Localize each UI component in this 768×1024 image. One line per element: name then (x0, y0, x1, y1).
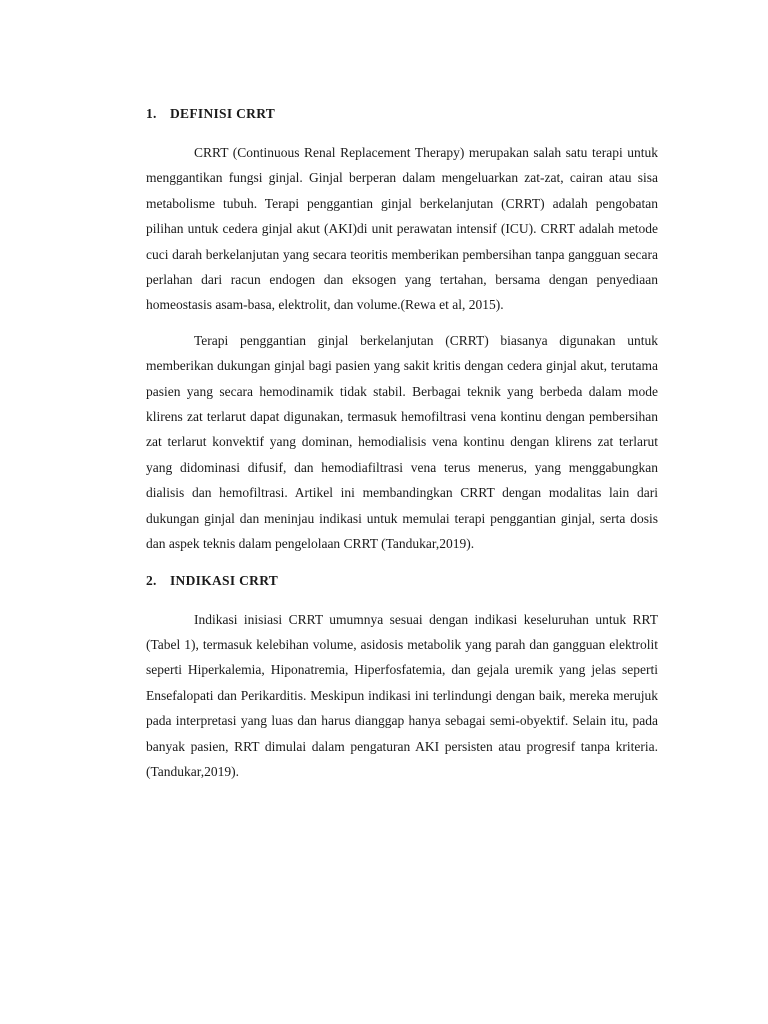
document-body (146, 104, 658, 784)
section-heading-definisi (146, 104, 658, 124)
paragraph-definisi-2: Terapi penggantian ginjal berkelanjutan (CRRT) biasanya digunakan untuk memberikan dukungan ginjal bagi pasien yang sakit kritis dengan cedera ginjal akut, terutama pasien yang secara hemodinamik tidak stabil. Berbagai teknik yang berbeda dalam mode klirens zat terlarut dapat digunakan, termasuk hemofiltrasi vena kontinu dengan pembersihan zat terlarut konvektif yang dominan, hemodialisis vena kontinu dengan klirens zat terlarut yang didominasi difusif, dan hemodiafiltrasi vena terus menerus, yang menggabungkan dialisis dan hemofiltrasi. Artikel ini membandingkan CRRT dengan modalitas lain dari dukungan ginjal dan meninjau indikasi untuk memulai terapi penggantian ginjal, serta dosis dan aspek teknis dalam pengelolaan CRRT (Tandukar,2019). (146, 332, 658, 552)
section-title: DEFINISI CRRT (170, 106, 276, 121)
section-heading-indikasi (146, 571, 658, 591)
paragraph-definisi-1: CRRT (Continuous Renal Replacement Therapy) merupakan salah satu terapi untuk menggantikan fungsi ginjal. Ginjal berperan dalam mengeluarkan zat-zat, cairan atau sisa metabolisme tubuh. Terapi penggantian ginjal berkelanjutan (CRRT) adalah pengobatan pilihan untuk cedera ginjal akut (AKI)di unit perawatan intensif (ICU). CRRT adalah metode cuci darah berkelanjutan yang secara teoritis memberikan pembersihan tanpa gangguan secara perlahan dari racun endogen dan eksogen yang tertahan, bersama dengan penyediaan homeostasis asam-basa, elektrolit, dan volume.(Rewa et al, 2015). (146, 145, 658, 313)
paragraph-indikasi-1: Indikasi inisiasi CRRT umumnya sesuai dengan indikasi keseluruhan untuk RRT (Tabel 1), termasuk kelebihan volume, asidosis metabolik yang parah dan gangguan elektrolit seperti Hiperkalemia, Hiponatremia, Hiperfosfatemia, dan gejala uremik yang jelas seperti Ensefalopati dan Perikarditis. Meskipun indikasi ini terlindungi dengan baik, mereka merujuk pada interpretasi yang luas dan harus dianggap hanya sebagai semi-obyektif. Selain itu, pada banyak pasien, RRT dimulai dalam pengaturan AKI persisten atau progresif tanpa kriteria. (Tandukar,2019). (146, 611, 658, 779)
section-number: 2. (146, 572, 157, 588)
section-number: 1. (146, 106, 157, 121)
section-title: INDIKASI CRRT (170, 572, 279, 588)
